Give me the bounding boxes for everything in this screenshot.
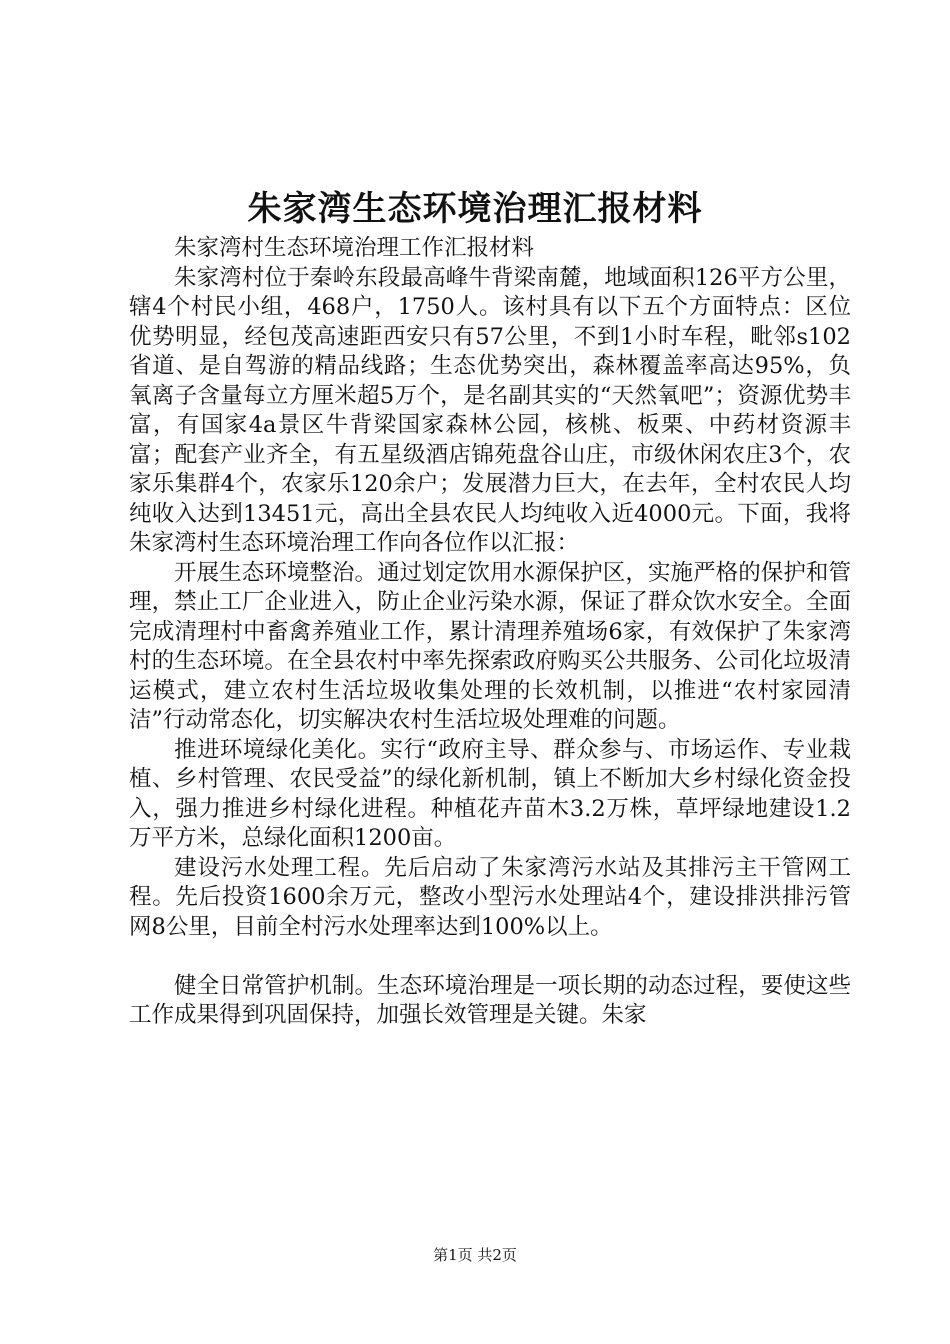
document-subtitle: 朱家湾村生态环境治理工作汇报材料 bbox=[174, 235, 535, 261]
document-title: 朱家湾生态环境治理汇报材料 bbox=[247, 189, 703, 229]
page-number-footer: 第1页 共2页 bbox=[433, 1246, 517, 1264]
paragraph-sewage-treatment: 建设污水处理工程。先后启动了朱家湾污水站及其排污主干管网工程。先后投资1600余万元，整改小型污水处理站4个，建设排洪排污管网8公里，目前全村污水处理率达到100%以上。 bbox=[129, 854, 851, 940]
paragraph-greening: 推进环境绿化美化。实行“政府主导、群众参与、市场运作、专业栽植、乡村管理、农民受益”的绿化新机制，镇上不断加大乡村绿化资金投入，强力推进乡村绿化进程。种植花卉苗木3.2万株，草坪绿地建设1.2万平方米，总绿化面积1200亩。 bbox=[129, 736, 851, 851]
paragraph-village-overview: 朱家湾村位于秦岭东段最高峰牛背梁南麓，地域面积126平方公里，辖4个村民小组，468户，1750人。该村具有以下五个方面特点：区位优势明显，经包茂高速距西安只有57公里，不到1小时车程，毗邻s102省道、是自驾游的精品线路；生态优势突出，森林覆盖率高达95%，负氧离子含量每立方厘米超5万个，是名副其实的“天然氧吧”；资源优势丰富，有国家4a景区牛背梁国家森林公园，核桃、板栗、中药材资源丰富；配套产业齐全，有五星级酒店锦苑盘谷山庄，市级休闲农庄3个，农家乐集群4个，农家乐120余户；发展潜力巨大，在去年，全村农民人均纯收入达到13451元，高出全县农民人均纯收入近4000元。下面，我将朱家湾村生态环境治理工作向各位作以汇报： bbox=[129, 264, 851, 556]
document-body bbox=[129, 234, 851, 1031]
paragraph-environment-rectification: 开展生态环境整治。通过划定饮用水源保护区，实施严格的保护和管理，禁止工厂企业进入，防止企业污染水源，保证了群众饮水安全。全面完成清理村中畜禽养殖业工作，累计清理养殖场6家，有效保护了朱家湾村的生态环境。在全县农村中率先探索政府购买公共服务、公司化垃圾清运模式，建立农村生活垃圾收集处理的长效机制，以推进“农村家园清洁”行动常态化，切实解决农村生活垃圾处理难的问题。 bbox=[129, 559, 851, 733]
paragraph-management-mechanism: 健全日常管护机制。生态环境治理是一项长期的动态过程，要使这些工作成果得到巩固保持，加强长效管理是关键。朱家 bbox=[129, 972, 851, 1028]
